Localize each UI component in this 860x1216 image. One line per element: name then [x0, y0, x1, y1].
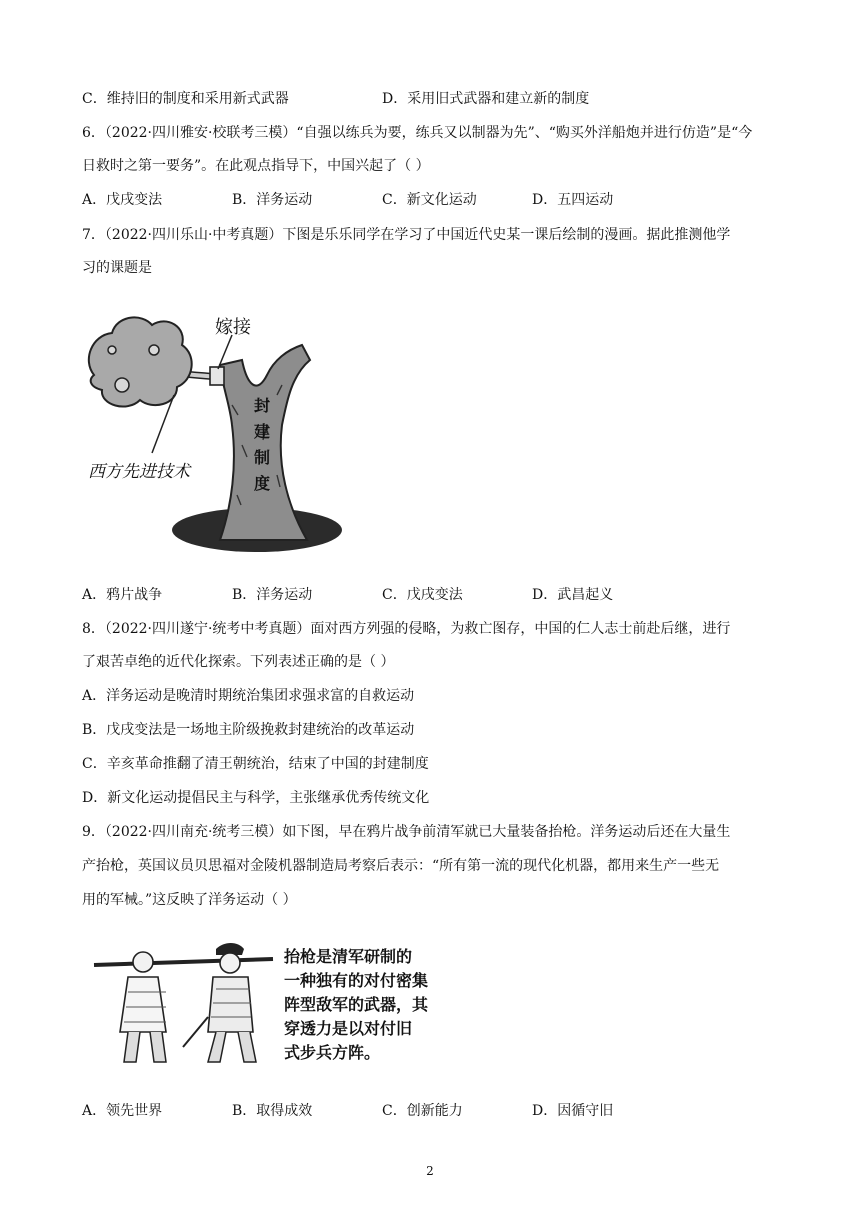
q9-option-d: D．因循守旧 — [532, 1103, 614, 1119]
q9-stem-line2: 产抬枪，英国议员贝思福对金陵机器制造局考察后表示：“所有第一流的现代化机器，都用来生产一些无 — [82, 858, 720, 874]
trunk-label: 封 建 制 度 — [253, 396, 270, 493]
soldier1-legs — [124, 1032, 166, 1062]
q7-cartoon-svg — [82, 305, 342, 560]
west-tech-label: 西方先进技术 — [88, 462, 190, 482]
q7-option-b: B．洋务运动 — [232, 587, 313, 603]
q5-option-c: C．维持旧的制度和采用新式武器 — [82, 91, 289, 107]
soldier2-body — [208, 977, 253, 1032]
q9-option-b: B．取得成效 — [232, 1103, 313, 1119]
q6-option-a: A．戊戌变法 — [82, 192, 163, 208]
musket-caption: 抬枪是清军研制的 一种独有的对付密集 阵型敌军的武器，其 穿透力是以对付旧 式步兵方阵。 — [284, 947, 429, 1062]
soldier2-legs — [208, 1032, 256, 1062]
q7-stem-line2: 习的课题是 — [82, 260, 152, 276]
q6-option-c: C．新文化运动 — [382, 192, 477, 208]
soldier2-head — [220, 953, 240, 973]
q8-option-c: C．辛亥革命推翻了清王朝统治，结束了中国的封建制度 — [82, 756, 429, 772]
q9-soldiers-svg — [88, 937, 278, 1072]
fruit-3 — [108, 346, 116, 354]
soldier1-head — [133, 952, 153, 972]
q7-cartoon-figure — [82, 305, 342, 560]
fruit-1 — [115, 378, 129, 392]
q6-stem-line2: 日救时之第一要务”。在此观点指导下，中国兴起了（ ） — [82, 158, 430, 174]
graft-label: 嫁接 — [215, 317, 251, 338]
q8-option-b: B．戊戌变法是一场地主阶级挽救封建统治的改革运动 — [82, 722, 415, 738]
q8-stem-line2: 了艰苦卓绝的近代化探索。下列表述正确的是（ ） — [82, 654, 395, 670]
q9-option-c: C．创新能力 — [382, 1103, 463, 1119]
q6-stem-line1: 6．（2022·四川雅安·校联考三模）“自强以练兵为要，练兵又以制器为先”、“购买外洋船炮并进行仿造”是“今 — [82, 125, 753, 141]
foliage-crown — [89, 317, 192, 406]
q8-option-a: A．洋务运动是晚清时期统治集团求强求富的自救运动 — [82, 688, 415, 704]
q9-stem-line3: 用的军械。”这反映了洋务运动（ ） — [82, 892, 297, 908]
q5-option-d: D．采用旧式武器和建立新的制度 — [382, 91, 590, 107]
q7-option-d: D．武昌起义 — [532, 587, 614, 603]
fruit-2 — [149, 345, 159, 355]
soldier1-body — [120, 977, 166, 1032]
q9-stem-line1: 9．（2022·四川南充·统考三模）如下图，早在鸦片战争前清军就已大量装备抬枪。洋务运动后还在大量生 — [82, 824, 731, 840]
page-number: 2 — [426, 1164, 434, 1178]
q7-stem-line1: 7．（2022·四川乐山·中考真题）下图是乐乐同学在学习了中国近代史某一课后绘制的漫画。据此推测他学 — [82, 227, 731, 243]
graft-binding — [210, 367, 224, 385]
q6-option-b: B．洋务运动 — [232, 192, 313, 208]
q7-option-c: C．戊戌变法 — [382, 587, 463, 603]
q9-option-a: A．领先世界 — [82, 1103, 163, 1119]
q8-option-d: D．新文化运动提倡民主与科学，主张继承优秀传统文化 — [82, 790, 430, 806]
q6-option-d: D．五四运动 — [532, 192, 614, 208]
soldier2-sword — [183, 1017, 208, 1047]
q9-musket-figure — [88, 937, 468, 1072]
q8-stem-line1: 8．（2022·四川遂宁·统考中考真题）面对西方列强的侵略，为救亡图存，中国的仁人志士前赴后继，进行 — [82, 621, 731, 637]
q7-option-a: A．鸦片战争 — [82, 587, 163, 603]
musket-barrel — [94, 959, 273, 965]
